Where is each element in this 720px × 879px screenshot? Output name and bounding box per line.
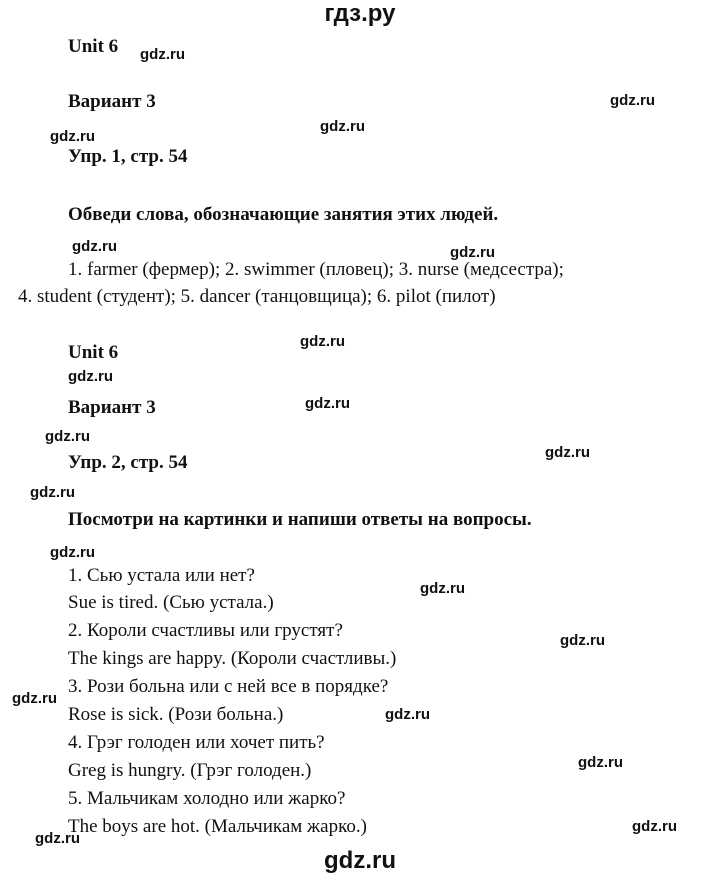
watermark: gdz.ru <box>450 244 495 261</box>
variant-title: Вариант 3 <box>68 397 156 418</box>
watermark: gdz.ru <box>305 395 350 412</box>
answer-line: Greg is hungry. (Грэг голоден.) <box>68 760 312 781</box>
answer-line: The boys are hot. (Мальчикам жарко.) <box>68 816 367 837</box>
question-line: 2. Короли счастливы или грустят? <box>68 620 343 641</box>
watermark: gdz.ru <box>632 818 677 835</box>
unit-title: Unit 6 <box>68 342 119 363</box>
question-line: 3. Рози больна или с ней все в порядке? <box>68 676 389 697</box>
watermark: gdz.ru <box>50 128 95 145</box>
answer-line: The kings are happy. (Короли счастливы.) <box>68 648 397 669</box>
watermark: gdz.ru <box>320 118 365 135</box>
watermark: gdz.ru <box>30 484 75 501</box>
answer-line: 4. student (студент); 5. dancer (танцовщица); 6. pilot (пилот) <box>18 286 496 307</box>
exercise-title: Упр. 1, стр. 54 <box>68 146 188 167</box>
watermark: gdz.ru <box>300 333 345 350</box>
exercise-title: Упр. 2, стр. 54 <box>68 452 188 473</box>
watermark: gdz.ru <box>12 690 57 707</box>
task-instruction: Посмотри на картинки и напиши ответы на вопросы. <box>68 509 532 530</box>
watermark: gdz.ru <box>610 92 655 109</box>
watermark: gdz.ru <box>560 632 605 649</box>
question-line: 1. Сью устала или нет? <box>68 565 255 586</box>
watermark: gdz.ru <box>140 46 185 63</box>
watermark: gdz.ru <box>420 580 465 597</box>
site-footer: gdz.ru <box>324 847 396 874</box>
task-instruction: Обведи слова, обозначающие занятия этих людей. <box>68 204 499 225</box>
watermark: gdz.ru <box>35 830 80 847</box>
watermark: gdz.ru <box>72 238 117 255</box>
watermark: gdz.ru <box>385 706 430 723</box>
question-line: 4. Грэг голоден или хочет пить? <box>68 732 325 753</box>
answer-line: 1. farmer (фермер); 2. swimmer (пловец); 3. nurse (медсестра); <box>68 259 564 280</box>
site-header: гдз.ру <box>324 0 396 27</box>
answer-line: Sue is tired. (Сью устала.) <box>68 592 274 613</box>
answer-line: Rose is sick. (Рози больна.) <box>68 704 284 725</box>
watermark: gdz.ru <box>68 368 113 385</box>
watermark: gdz.ru <box>578 754 623 771</box>
unit-title: Unit 6 <box>68 36 119 57</box>
watermark: gdz.ru <box>50 544 95 561</box>
question-line: 5. Мальчикам холодно или жарко? <box>68 788 346 809</box>
watermark: gdz.ru <box>45 428 90 445</box>
watermark: gdz.ru <box>545 444 590 461</box>
variant-title: Вариант 3 <box>68 91 156 112</box>
